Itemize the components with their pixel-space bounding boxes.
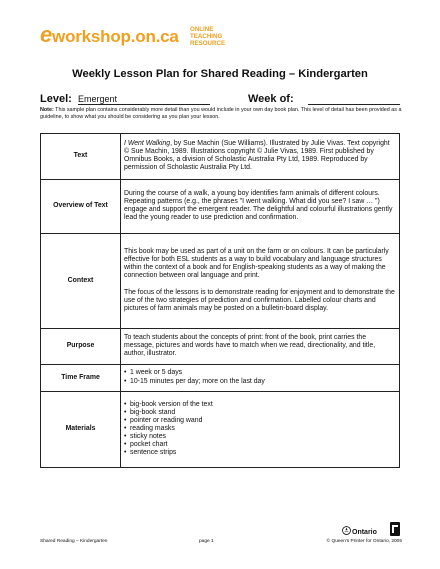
logo-tagline-line-3: RESOURCE — [190, 40, 226, 47]
table-row-text — [41, 134, 400, 180]
row-content-materials — [121, 392, 400, 468]
logo-tagline-line-2: TEACHING — [190, 33, 223, 40]
week-of-label: Week of: — [248, 93, 294, 105]
footer-page-number: page 1 — [199, 539, 214, 544]
row-label-purpose: Purpose — [41, 329, 121, 365]
list-item: • sentence strips — [124, 449, 395, 457]
list-item: • big-book version of the text — [124, 401, 395, 409]
level-value-field[interactable]: Emergent — [78, 94, 210, 105]
list-item: • big-book stand — [124, 409, 395, 417]
page-title: Weekly Lesson Plan for Shared Reading – Kindergarten — [72, 68, 368, 80]
trillium-icon — [342, 526, 351, 535]
row-content-purpose: To teach students about the concepts of print: front of the book, print carries the message, pictures and words have to match when we read, directionality, and title, author, illustrator. — [121, 329, 400, 365]
ontario-logo — [342, 526, 377, 537]
note-text: This sample plan contains considerably more detail than you would include in your own day book plan. This level of detail has been provided as a guideline, to show what you should be considering as you plan your lesson. — [40, 107, 402, 121]
list-item: • pointer or reading wand — [124, 417, 395, 425]
logo-e-icon: e — [40, 22, 53, 47]
row-content-overview: During the course of a walk, a young boy identifies farm animals of different colours. Repeating patterns (e.g., the phrases "I went walking. What did you see? I saw … ") engage and support the emergent reader. The delightful and colourful illustrations gently lead the young reader to use prediction and confirmation. — [121, 180, 400, 234]
footer-copyright: © Queen's Printer for Ontario, 2005 — [326, 539, 402, 544]
week-of-field[interactable] — [308, 104, 400, 105]
table-row-time-frame — [41, 365, 400, 392]
logo-wordmark — [40, 22, 179, 48]
logo-brand-text: workshop.on.ca — [52, 27, 179, 46]
level-week-row — [40, 93, 400, 107]
book-citation: , by Sue Machin (Sue Williams). Illustrated by Julie Vivas. Text copyright © Sue Machin, 1989. Illustrations copyright © Julie Vivas, 1989. First published by Omnibus Books, a division of Scholastic Australia Pty Ltd, 1989. Reproduced by permission of Scholastic Australia Pty Ltd. — [124, 139, 390, 172]
list-item: • 1 week or 5 days — [124, 369, 395, 377]
row-content-context — [121, 234, 400, 329]
row-label-text: Text — [41, 134, 121, 180]
row-label-context: Context — [41, 234, 121, 329]
table-row-overview — [41, 180, 400, 234]
footer-document-name: Shared Reading – Kindergarten — [40, 539, 108, 544]
table-row-materials — [41, 392, 400, 468]
french-version-icon[interactable] — [390, 522, 400, 536]
list-item: • 10-15 minutes per day; more on the last day — [124, 378, 395, 386]
list-item: • pocket chart — [124, 441, 395, 449]
row-content-time-frame — [121, 365, 400, 392]
logo-tagline — [190, 26, 225, 47]
note-paragraph — [40, 107, 402, 121]
page-footer — [40, 539, 402, 553]
logo-tagline-line-1: ONLINE — [190, 26, 214, 33]
list-item: • sticky notes — [124, 433, 395, 441]
context-paragraph-2: The focus of the lessons is to demonstrate reading for enjoyment and to demonstrate the use of the two strategies of prediction and confirmation. Labelled colour charts and pictures of farm animals may be posted on a bulletin-board display. — [124, 288, 395, 312]
row-label-materials: Materials — [41, 392, 121, 468]
row-label-overview: Overview of Text — [41, 180, 121, 234]
context-paragraph-1: This book may be used as part of a unit on the farm or on colours. It can be particularly effective for both ESL students as a way to build vocabulary and language structures within the context of a book and for English-speaking students as a way of making the connection between oral language and print. — [124, 248, 389, 280]
ontario-wordmark: Ontario — [352, 529, 377, 536]
note-label: Note: — [40, 107, 54, 113]
table-row-context — [41, 234, 400, 329]
table-row-purpose — [41, 329, 400, 365]
row-label-time-frame: Time Frame — [41, 365, 121, 392]
list-item: • reading masks — [124, 425, 395, 433]
book-title: I Went Walking — [124, 139, 171, 147]
row-content-text — [121, 134, 400, 180]
level-label: Level: — [40, 93, 72, 105]
lesson-plan-table — [40, 133, 400, 468]
materials-list — [124, 401, 395, 458]
time-frame-list — [124, 369, 395, 385]
